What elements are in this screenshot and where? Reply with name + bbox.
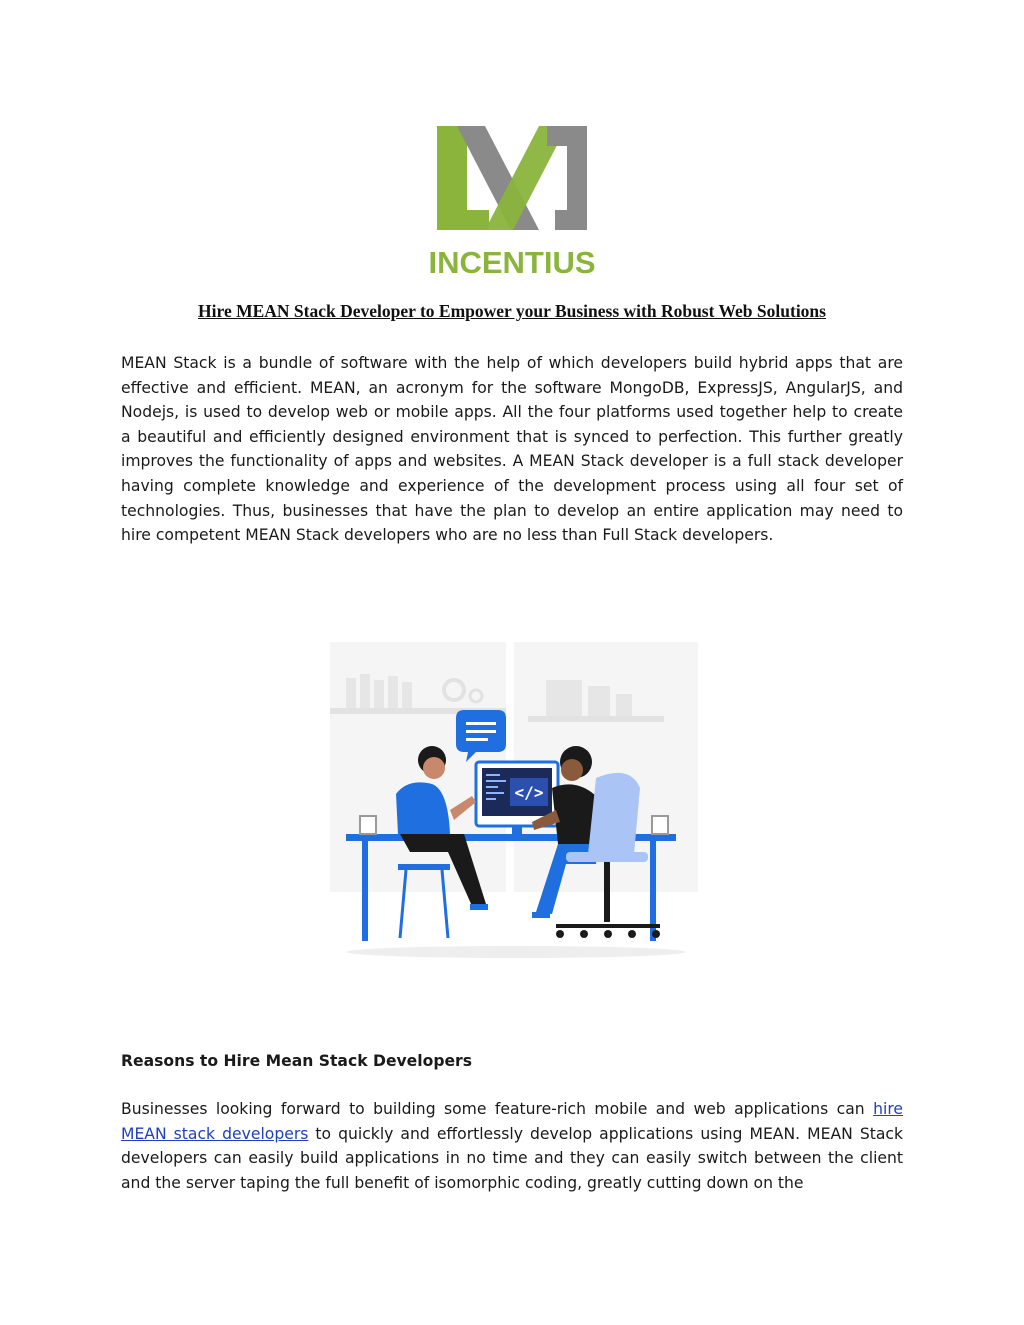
section-heading: Reasons to Hire Mean Stack Developers	[121, 1052, 473, 1070]
incentius-logo	[427, 118, 597, 280]
section-paragraph-after-link: to quickly and effortlessly develop applications using MEAN. MEAN Stack developers can easily build applications in no time and they can easily switch between the client and the server taping the full benefit of isomorphic coding, greatly cutting down on the	[121, 1124, 904, 1192]
section-paragraph-before-link: Businesses looking forward to building some feature-rich mobile and web applications can	[121, 1100, 874, 1118]
intro-paragraph: MEAN Stack is a bundle of software with the help of which developers build hybrid apps that are effective and efficient. MEAN, an acronym for the software MongoDB, ExpressJS, AngularJS, and Nodejs, is used to develop web or mobile apps. All the four platforms used together help to create a beautiful and efficiently designed environment that is synced to perfection. This further greatly improves the functionality of apps and websites. A MEAN Stack developer is a full stack developer having complete knowledge and experience of the development process using all four set of technologies. Thus, businesses that have the plan to develop an entire application may need to hire competent MEAN Stack developers who are no less than Full Stack developers.	[121, 354, 903, 545]
logo-brand-text: INCENTIUS	[428, 245, 596, 280]
incentius-logo-mark	[427, 118, 597, 280]
hire-mean-stack-developers-link[interactable]: hire MEAN stack developers	[121, 1100, 903, 1143]
code-symbol: </>	[514, 783, 544, 802]
page-title: Hire MEAN Stack Developer to Empower your Business with Robust Web Solutions	[198, 301, 826, 321]
developers-illustration	[326, 638, 704, 964]
section-paragraph	[121, 1097, 903, 1195]
